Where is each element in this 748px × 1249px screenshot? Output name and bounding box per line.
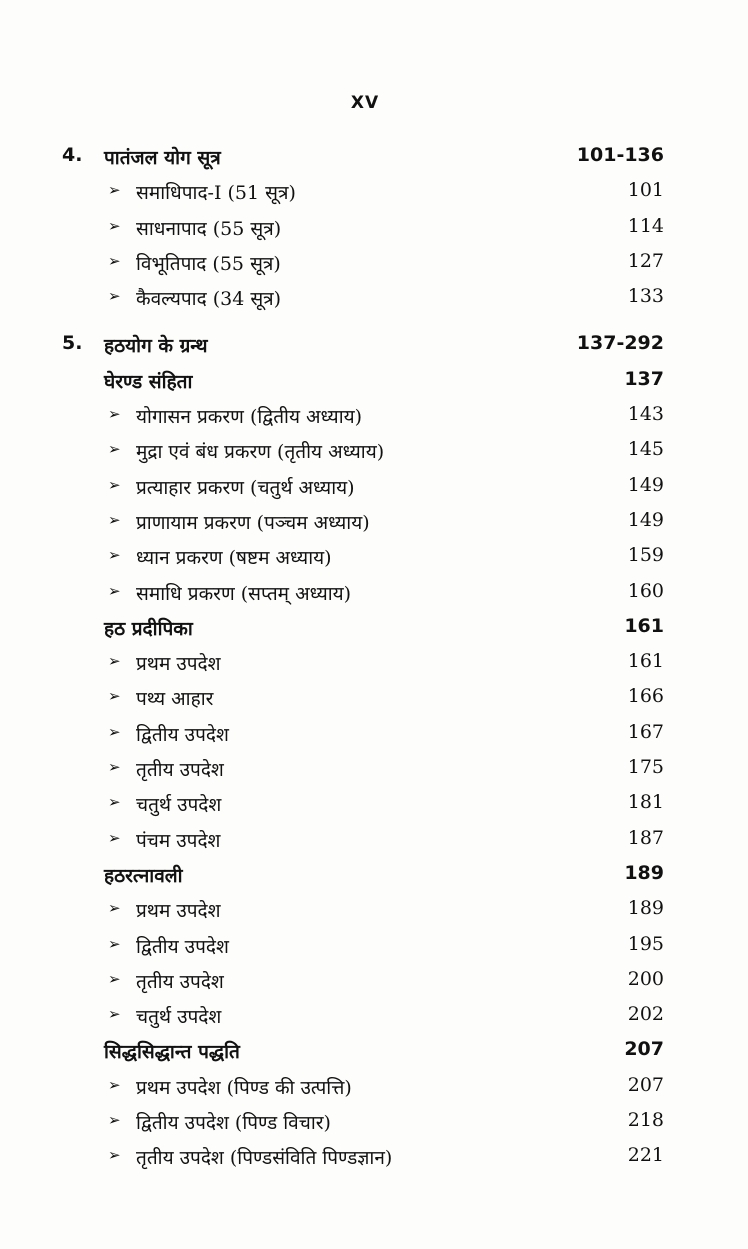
chapter-title: पातंजल योग सूत्र: [104, 147, 221, 169]
section-row[interactable]: [0, 1034, 748, 1069]
entry-page: 143: [627, 403, 664, 426]
spacer: [0, 316, 748, 328]
arrow-bullet-icon: ➢: [108, 181, 121, 200]
entry-title: प्राणायाम प्रकरण (पञ्चम अध्याय): [136, 511, 370, 534]
section-page: 189: [624, 861, 664, 884]
toc-entry[interactable]: [0, 823, 748, 858]
entry-page: 149: [627, 508, 664, 531]
toc-entry[interactable]: [0, 1105, 748, 1140]
entry-page: 161: [627, 650, 664, 673]
entry-title: पंचम उपदेश: [136, 829, 221, 852]
toc-entry[interactable]: [0, 211, 748, 246]
entry-title: मुद्रा एवं बंध प्रकरण (तृतीय अध्याय): [136, 441, 385, 464]
entry-page: 207: [627, 1073, 664, 1096]
arrow-bullet-icon: ➢: [108, 969, 121, 988]
chapter-page-range: 137-292: [576, 332, 664, 355]
section-row[interactable]: [0, 364, 748, 399]
arrow-bullet-icon: ➢: [108, 1005, 121, 1024]
entry-title: विभूतिपाद (55 सूत्र): [136, 252, 281, 275]
entry-page: 189: [627, 897, 664, 920]
entry-page: 200: [627, 967, 664, 990]
chapter-title: हठयोग के ग्रन्थ: [104, 335, 208, 358]
arrow-bullet-icon: ➢: [108, 1111, 121, 1130]
toc-entry[interactable]: [0, 470, 748, 505]
arrow-bullet-icon: ➢: [108, 287, 121, 306]
entry-title: कैवल्यपाद (34 सूत्र): [136, 288, 282, 311]
arrow-bullet-icon: ➢: [108, 546, 121, 565]
arrow-bullet-icon: ➢: [108, 793, 121, 812]
entry-page: 160: [627, 579, 664, 602]
toc-entry[interactable]: [0, 717, 748, 752]
section-page: 207: [624, 1038, 664, 1061]
entry-page: 195: [627, 932, 664, 955]
arrow-bullet-icon: ➢: [108, 216, 121, 235]
entry-page: 149: [627, 473, 664, 496]
section-page: 137: [624, 367, 664, 390]
toc-entry[interactable]: [0, 752, 748, 787]
chapter-row[interactable]: [0, 140, 748, 175]
arrow-bullet-icon: ➢: [108, 1146, 121, 1165]
entry-title: तृतीय उपदेश (पिण्डसंविति पिण्डज्ञान): [136, 1147, 393, 1170]
entry-title: साधनापाद (55 सूत्र): [136, 217, 282, 240]
toc-entry[interactable]: [0, 787, 748, 822]
entry-title: प्रथम उपदेश: [136, 653, 221, 676]
section-page: 161: [624, 614, 664, 637]
entry-page: 221: [627, 1144, 664, 1167]
arrow-bullet-icon: ➢: [108, 251, 121, 270]
arrow-bullet-icon: ➢: [108, 405, 121, 424]
toc-entry[interactable]: [0, 681, 748, 716]
arrow-bullet-icon: ➢: [108, 652, 121, 671]
toc-entry[interactable]: [0, 646, 748, 681]
toc-entry[interactable]: [0, 576, 748, 611]
arrow-bullet-icon: ➢: [108, 475, 121, 494]
entry-title: द्वितीय उपदेश: [136, 935, 229, 958]
toc-entry[interactable]: [0, 1140, 748, 1175]
entry-page: 202: [627, 1003, 664, 1026]
toc-entry[interactable]: [0, 964, 748, 999]
arrow-bullet-icon: ➢: [108, 1075, 121, 1094]
section-title: घेरण्ड संहिता: [104, 370, 193, 393]
entry-page: 187: [627, 826, 664, 849]
entry-title: योगासन प्रकरण (द्वितीय अध्याय): [136, 406, 363, 429]
arrow-bullet-icon: ➢: [108, 934, 121, 953]
arrow-bullet-icon: ➢: [108, 758, 121, 777]
entry-title: द्वितीय उपदेश (पिण्ड विचार): [136, 1112, 331, 1135]
chapter-row[interactable]: [0, 328, 748, 363]
arrow-bullet-icon: ➢: [108, 899, 121, 918]
entry-title: चतुर्थ उपदेश: [136, 1006, 222, 1029]
entry-page: 133: [627, 285, 664, 308]
entry-title: तृतीय उपदेश: [136, 759, 224, 782]
toc-entry[interactable]: [0, 246, 748, 281]
arrow-bullet-icon: ➢: [108, 722, 121, 741]
toc-entry[interactable]: [0, 175, 748, 210]
entry-title: प्रत्याहार प्रकरण (चतुर्थ अध्याय): [136, 476, 355, 499]
table-of-contents: [0, 140, 748, 1176]
entry-page: 101: [627, 179, 664, 202]
section-title: हठरत्नावली: [104, 864, 183, 887]
entry-page: 114: [627, 214, 664, 237]
toc-entry[interactable]: [0, 540, 748, 575]
entry-page: 145: [627, 438, 664, 461]
entry-page: 218: [627, 1109, 664, 1132]
toc-entry[interactable]: [0, 893, 748, 928]
entry-title: चतुर्थ उपदेश: [136, 794, 222, 817]
chapter-number: 5.: [62, 332, 83, 355]
chapter-number: 4.: [62, 144, 83, 166]
entry-title: समाधिपाद-I (51 सूत्र): [136, 182, 296, 205]
arrow-bullet-icon: ➢: [108, 510, 121, 529]
entry-title: प्रथम उपदेश (पिण्ड की उत्पत्ति): [136, 1076, 352, 1099]
section-row[interactable]: [0, 611, 748, 646]
chapter-page-range: 101-136: [576, 144, 664, 166]
toc-entry[interactable]: [0, 281, 748, 316]
entry-title: ध्यान प्रकरण (षष्टम अध्याय): [136, 547, 332, 570]
arrow-bullet-icon: ➢: [108, 440, 121, 459]
entry-title: तृतीय उपदेश: [136, 970, 224, 993]
toc-entry[interactable]: [0, 434, 748, 469]
entry-title: द्वितीय उपदेश: [136, 723, 229, 746]
entry-page: 159: [627, 544, 664, 567]
section-title: सिद्धसिद्धान्त पद्धति: [104, 1041, 240, 1064]
entry-title: समाधि प्रकरण (सप्तम् अध्याय): [136, 582, 352, 605]
toc-entry[interactable]: [0, 929, 748, 964]
toc-entry[interactable]: [0, 505, 748, 540]
section-row[interactable]: [0, 858, 748, 893]
entry-page: 127: [627, 249, 664, 272]
entry-page: 167: [627, 720, 664, 743]
arrow-bullet-icon: ➢: [108, 828, 121, 847]
arrow-bullet-icon: ➢: [108, 687, 121, 706]
entry-page: 181: [627, 791, 664, 814]
arrow-bullet-icon: ➢: [108, 581, 121, 600]
toc-entry[interactable]: [0, 399, 748, 434]
toc-entry[interactable]: [0, 1070, 748, 1105]
entry-page: 175: [627, 756, 664, 779]
entry-title: प्रथम उपदेश: [136, 900, 221, 923]
entry-page: 166: [627, 685, 664, 708]
section-title: हठ प्रदीपिका: [104, 617, 193, 640]
toc-entry[interactable]: [0, 999, 748, 1034]
entry-title: पथ्य आहार: [136, 688, 214, 711]
page-number: XV: [350, 93, 380, 113]
